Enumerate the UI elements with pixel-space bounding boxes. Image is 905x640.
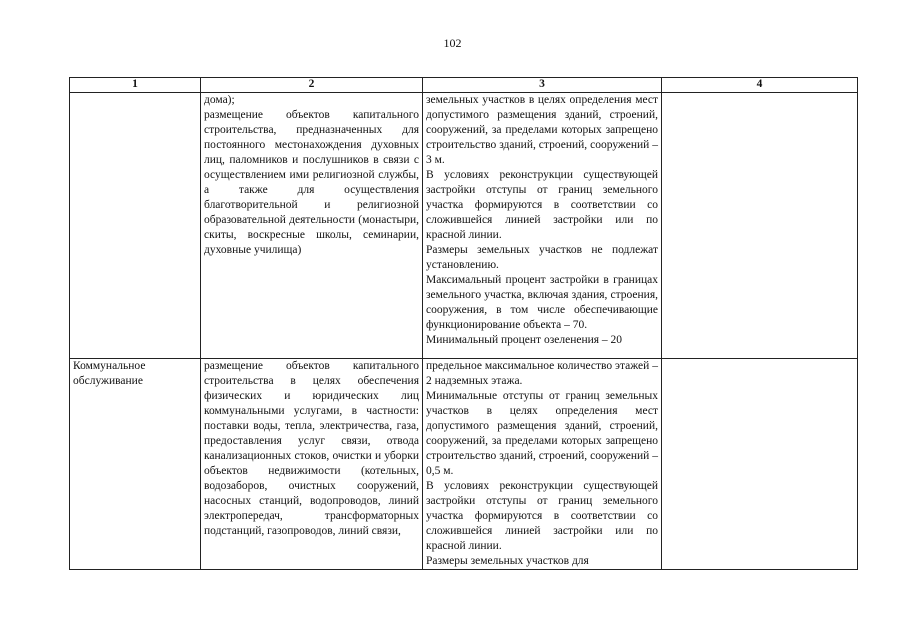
cell-use-description: дома); размещение объектов капитального строительства, предназначенных для постоянного местонахождения духовных лиц, паломников и послушников в связи с осуществлением ими религиозной службы, а также для осуществления благотворительной и религиозной образовательной деятельности (монастыри, скиты, воскресные школы, семинарии, духовные училища) [201,93,423,359]
parameter-paragraph: земельных участков в целях определения мест допустимого размещения зданий, строений, сооружений, за пределами которых запрещено строительство зданий, строений, сооружений – 3 м. [426,94,658,166]
cell-use-description-text: размещение объектов капитального строительства, предназначенных для постоянного местонахождения духовных лиц, паломников и послушников в связи с осуществлением ими религиозной службы, а также для осуществления благотворительной и религиозной образовательной деятельности (монастыри, скиты, воскресные школы, семинарии, духовные училища) [204,109,419,256]
table-header-row [70,78,858,93]
cell-use-name: Коммунальное обслуживание [70,359,201,570]
parameter-paragraph: В условиях реконструкции существующей застройки отступы от границ земельного участка формируются в соответствии со сложившейся линией застройки или по красной линии. [426,169,658,241]
cell-use-name [70,93,201,359]
cell-use-description: размещение объектов капитального строительства в целях обеспечения физических и юридических лиц коммунальными услугами, в частности: поставки воды, тепла, электричества, газа, предоставления услуг связи, отвода канализационных стоков, очистки и уборки объектов недвижимости (котельных, водозаборов, очистных сооружений, насосных станций, водопроводов, линий электропередач, трансформаторных подстанций, газопроводов, линий связи, [201,359,423,570]
regulations-table [69,77,858,570]
parameter-paragraph: Минимальные отступы от границ земельных участков в целях определения мест допустимого размещения зданий, строений, сооружений, за пределами которых запрещено строительство зданий, строений, сооружений – 0,5 м. [426,390,658,477]
parameter-paragraph: Максимальный процент застройки в границах земельного участка, включая здания, строения, сооружения, в том числе обеспечивающие функционирование объекта – 70. [426,274,658,331]
parameter-paragraph: Минимальный процент озеленения – 20 [426,334,623,346]
cell-notes [662,359,858,570]
column-header-1: 1 [70,78,201,93]
column-header-2: 2 [201,78,423,93]
cell-parameters [423,93,662,359]
table-row [70,359,858,570]
table-row [70,93,858,359]
parameter-paragraph: Размеры земельных участков для [426,555,589,567]
page-number: 102 [443,36,462,50]
column-header-3: 3 [423,78,662,93]
column-header-4: 4 [662,78,858,93]
cell-notes [662,93,858,359]
parameter-paragraph: предельное максимальное количество этажей – 2 надземных этажа. [426,360,658,387]
cell-parameters [423,359,662,570]
parameter-paragraph: Размеры земельных участков не подлежат установлению. [426,244,658,271]
parameter-paragraph: В условиях реконструкции существующей застройки отступы от границ земельного участка формируются в соответствии со сложившейся линией застройки или по красной линии. [426,480,658,552]
